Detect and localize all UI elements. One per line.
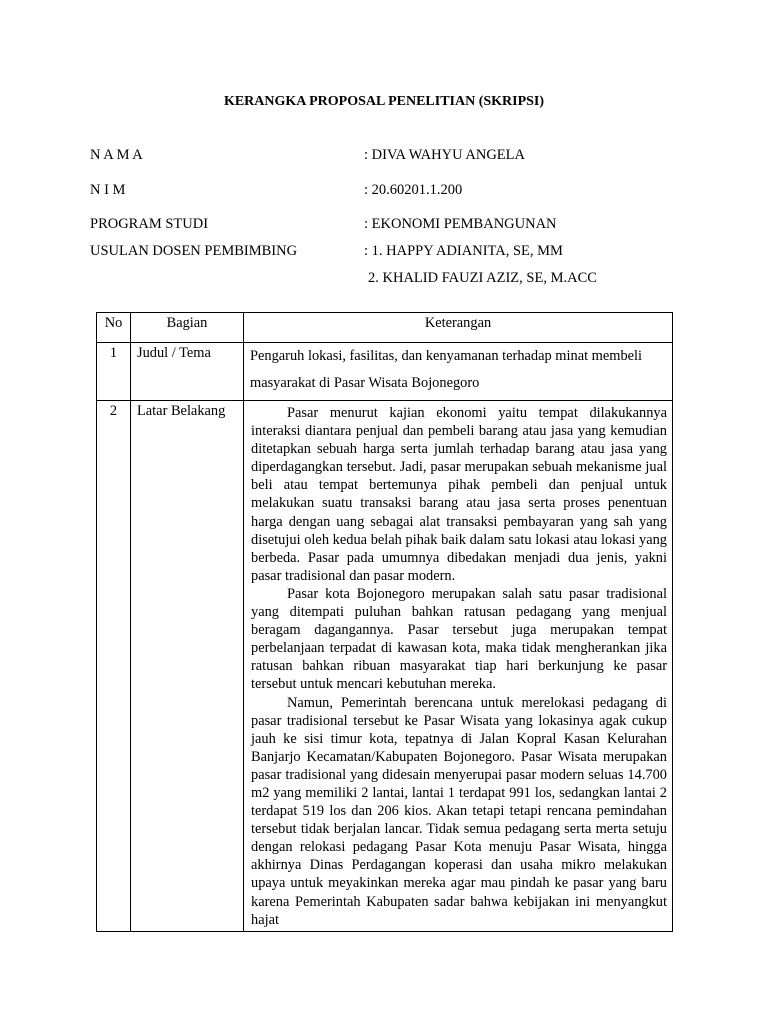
field-value-dosen-pembimbing-1: : 1. HAPPY ADIANITA, SE, MM	[364, 243, 563, 259]
header-no: No	[97, 313, 131, 343]
field-label-nama: N A M A	[90, 147, 143, 163]
document-title: KERANGKA PROPOSAL PENELITIAN (SKRIPSI)	[223, 94, 545, 109]
row-keterangan: Pengaruh lokasi, fasilitas, dan kenyamanan terhadap minat membeli masyarakat di Pasar Wisata Bojonegoro	[244, 343, 673, 401]
paragraph: Pasar kota Bojonegoro merupakan salah satu pasar tradisional yang ditempati puluhan bahkan ratusan pedagang yang menjual beragam dagangannya. Pasar tersebut juga merupakan tempat perbelanjaan terpadat di kawasan kota, maka tidak mengherankan jika ratusan bahkan ribuan masyarakat tiap hari berkunjung ke pasar tersebut untuk mencari kebutuhan mereka.	[251, 585, 667, 693]
row-bagian: Judul / Tema	[131, 343, 244, 401]
proposal-table	[96, 312, 673, 932]
table-row	[97, 343, 673, 401]
field-label-program-studi: PROGRAM STUDI	[90, 216, 209, 232]
field-label-nim: N I M	[90, 182, 126, 198]
header-keterangan: Keterangan	[244, 313, 673, 343]
row-bagian: Latar Belakang	[131, 401, 244, 932]
row-number: 1	[97, 343, 131, 401]
row-keterangan	[244, 401, 673, 932]
row-number: 2	[97, 401, 131, 932]
paragraph: Pasar menurut kajian ekonomi yaitu tempat dilakukannya interaksi diantara penjual dan pembeli barang atau jasa yang kemudian ditetapkan sebuah harga serta jumlah terhadap barang atau jasa yang diperdagangkan tersebut. Jadi, pasar merupakan sebuah mekanisme jual beli atau tempat bertemunya pihak pembeli dan penjual untuk melakukan suatu transaksi barang atau jasa serta proses penentuan harga dengan uang sebagai alat transaksi pembayaran yang sah yang disetujui oleh kedua belah pihak baik dalam satu lokasi atau lokasi yang berbeda. Pasar pada umumnya dibedakan menjadi dua jenis, yakni pasar tradisional dan pasar modern.	[251, 405, 667, 584]
field-value-nim: : 20.60201.1.200	[364, 182, 463, 198]
field-label-dosen-pembimbing: USULAN DOSEN PEMBIMBING	[90, 243, 298, 259]
paragraph: Namun, Pemerintah berencana untuk merelokasi pedagang di pasar tradisional tersebut ke Pasar Wisata yang lokasinya agak cukup jauh ke sisi timur kota, tepatnya di Jalan Kopral Kasan Kelurahan Banjarjo Kecamatan/Kabupaten Bojonegoro. Pasar Wisata merupakan pasar tradisional yang didesain menyerupai pasar modern seluas 14.700 m2 yang memiliki 2 lantai, lantai 1 terdapat 991 los, sedangkan lantai 2 terdapat 519 los dan 206 kios. Akan tetapi tetapi rencana pemindahan tersebut tidak berjalan lancar. Tidak semua pedagang serta merta setuju dengan relokasi pedagang Pasar Kota menuju Pasar Wisata, hingga akhirnya Dinas Perdagangan koperasi dan usaha mikro melakukan upaya untuk meyakinkan mereka agar mau pindah ke pasar yang baru karena Pemerintah Kabupaten sadar bahwa kebijakan ini menyangkut hajat	[251, 694, 667, 928]
field-value-nama: : DIVA WAHYU ANGELA	[364, 147, 525, 163]
table-header-row	[97, 313, 673, 343]
header-bagian: Bagian	[131, 313, 244, 343]
field-value-dosen-pembimbing-2: 2. KHALID FAUZI AZIZ, SE, M.ACC	[368, 270, 597, 286]
table-row	[97, 401, 673, 932]
field-value-program-studi: : EKONOMI PEMBANGUNAN	[364, 216, 557, 232]
